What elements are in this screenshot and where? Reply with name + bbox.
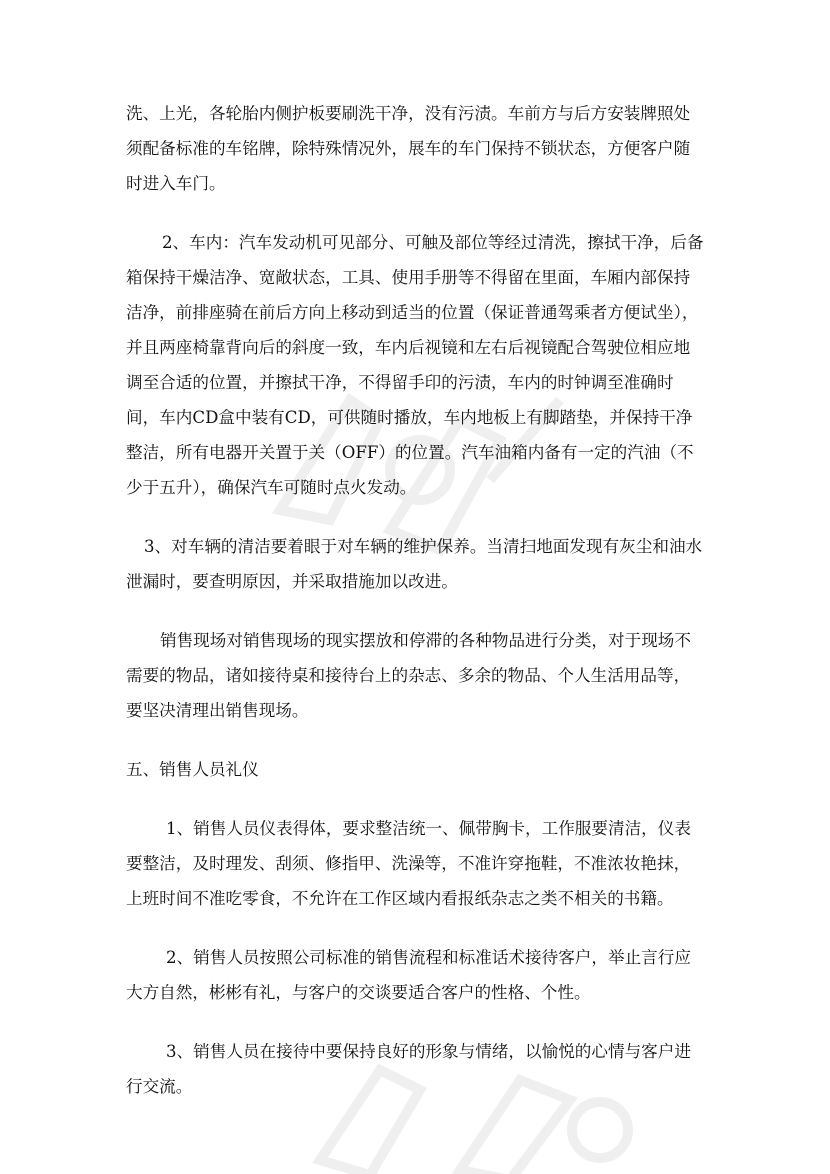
- paragraph-interior-cleaning: 2、车内：汽车发动机可见部分、可触及部位等经过清洗，擦拭干净，后备箱保持干燥洁净、宽敞状态，工具、使用手册等不得留在里面，车厢内部保持洁净，前排座骑在前后方向上移动到适当的位置（保证普通驾乘者方便试坐），并且两座椅靠背向后的斜度一致，车内后视镜和左右后视镜配合驾驶位相应地调至合适的位置，并擦拭干净，不得留手印的污渍，车内的时钟调至准确时间，车内CD盒中装有CD，可供随时播放，车内地板上有脚踏垫，并保持干净整洁，所有电器开关置于关（OFF）的位置。汽车油箱内备有一定的汽油（不少于五升），确保汽车可随时点火发动。: [126, 233, 704, 497]
- document-body: [126, 96, 706, 1104]
- paragraph-exterior-cleaning-cont: 洗、上光，各轮胎内侧护板要刷洗干净，没有污渍。车前方与后方安装牌照处须配备标准的车铭牌，除特殊情况外，展车的车门保持不锁状态，方便客户随时进入车门。: [126, 104, 691, 193]
- paragraph-etiquette-reception: 2、销售人员按照公司标准的销售流程和标准话术接待客户，举止言行应大方自然，彬彬有礼，与客户的交谈要适合客户的性格、个性。: [126, 948, 691, 1002]
- paragraph-etiquette-appearance: 1、销售人员仪表得体，要求整洁统一、佩带胸卡，工作服要清洁，仪表要整洁，及时理发、刮须、修指甲、洗澡等，不准许穿拖鞋，不准浓妆艳抹，上班时间不准吃零食，不允许在工作区域内看报纸杂志之类不相关的书籍。: [126, 819, 691, 908]
- paragraph-vehicle-maintenance: 3、对车辆的清洁要着眼于对车辆的维护保养。当清扫地面发现有灰尘和油水泄漏时，要查明原因，并采取措施加以改进。: [126, 537, 703, 591]
- paragraph-sales-floor-sorting: 销售现场对销售现场的现实摆放和停滞的各种物品进行分类，对于现场不需要的物品，诸如接待桌和接待台上的杂志、多余的物品、个人生活用品等，要坚决清理出销售现场。: [126, 631, 691, 720]
- section-heading-sales-etiquette: 五、销售人员礼仪: [126, 760, 259, 779]
- paragraph-etiquette-mood: 3、销售人员在接待中要保持良好的形象与情绪，以愉悦的心情与客户进行交流。: [126, 1042, 691, 1096]
